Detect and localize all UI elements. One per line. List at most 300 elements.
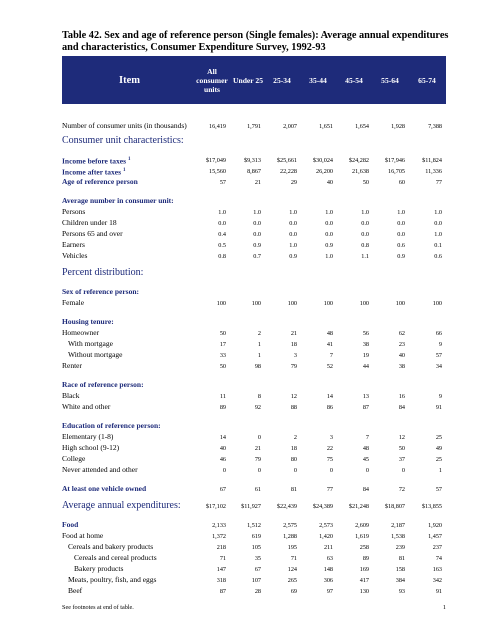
table-cell: 56 — [362, 330, 369, 337]
table-cell: 49 — [435, 445, 442, 452]
table-cell: 2 — [257, 330, 261, 337]
table-cell: 11,336 — [425, 168, 442, 175]
table-row — [62, 349, 446, 360]
table-cell: 40 — [398, 352, 405, 359]
row-label: Persons 65 and over — [62, 229, 123, 238]
table-row — [62, 401, 446, 412]
table-cell: 1,651 — [319, 123, 333, 130]
header-col-65-74: 65-74 — [418, 75, 436, 85]
table-cell: 91 — [435, 588, 442, 595]
footnote-marker: 1 — [128, 157, 131, 162]
table-cell: 7 — [365, 434, 369, 441]
row-label: Bakery products — [74, 564, 124, 573]
table-cell: 0 — [401, 467, 405, 474]
table-cell: 0.0 — [397, 231, 405, 238]
table-row — [62, 541, 446, 552]
row-values — [62, 299, 446, 308]
table-cell: 75 — [326, 456, 333, 463]
row-label-text: Income after taxes — [62, 167, 122, 177]
table-cell: 0.9 — [325, 242, 333, 249]
table-cell: 2,609 — [355, 522, 369, 529]
table-cell: 1.1 — [361, 253, 369, 260]
table-cell: 0.5 — [218, 242, 226, 249]
table-body — [62, 104, 446, 596]
table-cell: 98 — [254, 363, 261, 370]
header-col-all: All consumer units — [196, 66, 228, 94]
header-col-35-44: 35-44 — [309, 75, 327, 85]
row-values — [62, 502, 446, 511]
table-row — [62, 239, 446, 250]
section-heading — [62, 494, 446, 514]
table-cell: 1 — [257, 341, 261, 348]
table-cell: 50 — [219, 330, 226, 337]
table-cell: 384 — [395, 577, 405, 584]
row-values — [62, 252, 446, 261]
row-label: Meats, poultry, fish, and eggs — [68, 575, 157, 584]
row-label: Race of reference person: — [62, 380, 144, 389]
table-cell: 1.0 — [434, 209, 442, 216]
table-cell: 2,133 — [212, 522, 226, 529]
table-cell: 67 — [254, 566, 261, 573]
table-cell: 26,200 — [315, 168, 333, 175]
table-cell: 1.0 — [218, 209, 226, 216]
table-cell: 158 — [395, 566, 405, 573]
row-label: Cereals and bakery products — [68, 542, 154, 551]
header-item: Item — [119, 74, 140, 86]
table-cell: 105 — [251, 544, 261, 551]
table-row — [62, 217, 446, 228]
section-heading-label: Average annual expenditures: — [62, 500, 181, 511]
section-heading — [62, 261, 446, 281]
table-cell: 23 — [398, 341, 405, 348]
row-label: Food — [62, 520, 79, 529]
table-cell: 50 — [398, 445, 405, 452]
table-cell: 38 — [398, 363, 405, 370]
table-cell: 77 — [326, 486, 333, 493]
table-cell: 19 — [362, 352, 369, 359]
table-cell: 1 — [257, 352, 261, 359]
table-cell: $11,824 — [422, 157, 442, 164]
table-cell: 21 — [254, 445, 261, 452]
row-values — [62, 329, 446, 338]
table-cell: 0.1 — [434, 242, 442, 249]
row-values — [62, 466, 446, 475]
row-spacer — [62, 475, 446, 483]
row-label: Food at home — [62, 531, 104, 540]
table-cell: 9 — [438, 341, 442, 348]
table-cell: 1.0 — [397, 209, 405, 216]
header-col-45-54: 45-54 — [345, 75, 363, 85]
row-label: High school (9-12) — [62, 443, 120, 452]
table-cell: $17,049 — [205, 157, 226, 164]
table-cell: 0.0 — [218, 220, 226, 227]
table-cell: 124 — [287, 566, 297, 573]
row-label: Children under 18 — [62, 218, 117, 227]
table-cell: 86 — [326, 404, 333, 411]
row-label: Age of reference person — [62, 177, 138, 186]
table-cell: 1,619 — [355, 533, 369, 540]
table-cell: 342 — [432, 577, 442, 584]
row-label: Black — [62, 391, 80, 400]
row-values — [62, 156, 446, 165]
row-label: With mortgage — [68, 339, 113, 348]
table-cell: 60 — [398, 179, 405, 186]
table-cell: 0.0 — [397, 220, 405, 227]
table-cell: 25 — [435, 434, 442, 441]
row-label: Elementary (1-8) — [62, 432, 114, 441]
table-cell: 1.0 — [289, 209, 297, 216]
table-cell: 147 — [216, 566, 226, 573]
table-row — [62, 360, 446, 371]
table-cell: 34 — [435, 363, 442, 370]
table-cell: 50 — [219, 363, 226, 370]
table-cell: 318 — [216, 577, 226, 584]
table-cell: 77 — [435, 179, 442, 186]
row-values — [62, 543, 446, 552]
table-cell: 0.7 — [253, 253, 261, 260]
table-cell: 1,372 — [212, 533, 226, 540]
table-row — [62, 327, 446, 338]
table-cell: 33 — [219, 352, 226, 359]
table-cell: 0.0 — [253, 220, 261, 227]
table-cell: $18,807 — [384, 503, 405, 510]
table-row — [62, 176, 446, 187]
table-cell: 11 — [220, 393, 226, 400]
table-row — [62, 519, 446, 530]
row-values — [62, 392, 446, 401]
row-label: Persons — [62, 207, 86, 216]
table-row — [62, 464, 446, 475]
table-cell: 8,867 — [247, 168, 261, 175]
table-cell: 18 — [290, 445, 297, 452]
table-cell: 44 — [362, 363, 369, 370]
table-cell: 89 — [219, 404, 226, 411]
table-row — [62, 195, 446, 206]
row-values — [62, 433, 446, 442]
table-cell: 22,228 — [279, 168, 297, 175]
table-cell: 0.9 — [397, 253, 405, 260]
table-row — [62, 574, 446, 585]
table-cell: 211 — [323, 544, 333, 551]
table-cell: 218 — [216, 544, 226, 551]
table-cell: 1,512 — [247, 522, 261, 529]
table-row — [62, 563, 446, 574]
table-row — [62, 431, 446, 442]
row-values — [62, 532, 446, 541]
page-footer — [62, 603, 446, 613]
table-cell: 100 — [323, 300, 333, 307]
table-cell: 21 — [290, 330, 297, 337]
table-cell: 52 — [326, 363, 333, 370]
table-cell: $24,282 — [348, 157, 369, 164]
table-cell: 107 — [251, 577, 261, 584]
row-values — [62, 122, 446, 131]
table-cell: 0.0 — [361, 231, 369, 238]
row-values — [62, 362, 446, 371]
row-label: Homeowner — [62, 328, 100, 337]
table-cell: $9,313 — [243, 157, 261, 164]
table-cell: 169 — [359, 566, 369, 573]
section-heading — [62, 131, 446, 149]
row-label: Education of reference person: — [62, 421, 161, 430]
table-cell: 0.6 — [434, 253, 442, 260]
table-row — [62, 228, 446, 239]
table-cell: 100 — [216, 300, 226, 307]
table-cell: 0.0 — [289, 231, 297, 238]
table-cell: 62 — [398, 330, 405, 337]
table-row — [62, 154, 446, 165]
row-label: Female — [62, 298, 85, 307]
table-cell: 74 — [435, 555, 442, 562]
table-cell: 63 — [326, 555, 333, 562]
table-cell: 1,928 — [391, 123, 405, 130]
row-label: Housing tenure: — [62, 317, 114, 326]
table-row — [62, 286, 446, 297]
row-values — [62, 444, 446, 453]
table-cell: $22,439 — [276, 503, 297, 510]
table-cell: 100 — [359, 300, 369, 307]
table-cell: 97 — [326, 588, 333, 595]
table-cell: 0.0 — [325, 220, 333, 227]
table-cell: 40 — [326, 179, 333, 186]
table-cell: 28 — [254, 588, 261, 595]
section-heading-label: Consumer unit characteristics: — [62, 135, 184, 146]
table-cell: 88 — [290, 404, 297, 411]
table-cell: 0 — [257, 434, 261, 441]
row-values — [62, 340, 446, 349]
table-cell: 46 — [219, 456, 226, 463]
table-cell: 1.0 — [325, 253, 333, 260]
table-cell: 1 — [438, 467, 442, 474]
table-cell: 17 — [219, 341, 226, 348]
table-cell: 48 — [362, 445, 369, 452]
header-col-55-64: 55-64 — [381, 75, 399, 85]
table-cell: $24,389 — [312, 503, 333, 510]
table-row — [62, 206, 446, 217]
row-spacer — [62, 187, 446, 195]
table-cell: 37 — [398, 456, 405, 463]
table-cell: 8 — [257, 393, 261, 400]
table-cell: 93 — [398, 588, 405, 595]
table-cell: 35 — [254, 555, 261, 562]
section-heading-label: Percent distribution: — [62, 267, 144, 278]
table-cell: 71 — [290, 555, 297, 562]
row-spacer — [62, 308, 446, 316]
row-values — [62, 241, 446, 250]
table-cell: 258 — [359, 544, 369, 551]
table-cell: $17,102 — [205, 503, 226, 510]
row-values — [62, 576, 446, 585]
table-cell: 2,575 — [283, 522, 297, 529]
table-cell: 2,573 — [319, 522, 333, 529]
row-values — [62, 455, 446, 464]
table-cell: 100 — [251, 300, 261, 307]
table-cell: 14 — [219, 434, 226, 441]
row-values — [62, 208, 446, 217]
table-cell: 1.0 — [325, 209, 333, 216]
row-values — [62, 554, 446, 563]
table-cell: 2 — [293, 434, 297, 441]
table-row — [62, 530, 446, 541]
table-cell: 0 — [329, 467, 333, 474]
table-cell: 1.0 — [434, 231, 442, 238]
table-cell: 40 — [219, 445, 226, 452]
table-row — [62, 483, 446, 494]
table-cell: 9 — [438, 393, 442, 400]
table-cell: 0.0 — [434, 220, 442, 227]
row-label: Average number in consumer unit: — [62, 196, 174, 205]
table-cell: 0.9 — [289, 253, 297, 260]
table-cell: 3 — [293, 352, 297, 359]
table-row — [62, 585, 446, 596]
row-values — [62, 219, 446, 228]
table-cell: 21 — [254, 179, 261, 186]
header-col-25-34: 25-34 — [273, 75, 291, 85]
row-label: Beef — [68, 586, 83, 595]
row-label: Without mortgage — [68, 350, 123, 359]
table-cell: 29 — [290, 179, 297, 186]
table-cell: 0.8 — [361, 242, 369, 249]
table-cell: 1.0 — [253, 209, 261, 216]
row-label: At least one vehicle owned — [62, 484, 147, 493]
table-cell: 81 — [398, 555, 405, 562]
table-row — [62, 297, 446, 308]
table-title: Table 42. Sex and age of reference person (Single females): Average annual expenditures and characteristics, Consumer Expenditure Survey, 1992-93 — [62, 30, 449, 53]
table-cell: 84 — [398, 404, 405, 411]
table-cell: 25 — [435, 456, 442, 463]
table-row — [62, 120, 446, 131]
table-row — [62, 250, 446, 261]
row-label: Renter — [62, 361, 82, 370]
table-cell: 2,187 — [391, 522, 405, 529]
table-cell: 0.4 — [218, 231, 226, 238]
table-row — [62, 390, 446, 401]
table-cell: 14 — [326, 393, 333, 400]
table-cell: 89 — [362, 555, 369, 562]
table-cell: 619 — [251, 533, 261, 540]
table-cell: 87 — [362, 404, 369, 411]
table-row — [62, 420, 446, 431]
row-label: Cereals and cereal products — [74, 553, 157, 562]
table-cell: 1,288 — [283, 533, 297, 540]
table-cell: 265 — [287, 577, 297, 584]
table-row — [62, 379, 446, 390]
header-col-under25: Under 25 — [232, 75, 264, 85]
table-cell: 306 — [323, 577, 333, 584]
table-cell: 50 — [362, 179, 369, 186]
table-cell: 0 — [293, 467, 297, 474]
table-cell: 3 — [329, 434, 333, 441]
table-cell: 1,791 — [247, 123, 261, 130]
table-cell: 237 — [432, 544, 442, 551]
table-cell: 48 — [326, 330, 333, 337]
row-label: College — [62, 454, 86, 463]
table-cell: 1,538 — [391, 533, 405, 540]
footnote-marker: 1 — [123, 168, 126, 173]
table-cell: 79 — [254, 456, 261, 463]
table-cell: 79 — [290, 363, 297, 370]
row-label: Vehicles — [62, 251, 88, 260]
row-label: Sex of reference person: — [62, 287, 139, 296]
table-cell: 1.0 — [361, 209, 369, 216]
table-header — [62, 56, 446, 104]
table-cell: 0 — [257, 467, 261, 474]
row-label: Never attended and other — [62, 465, 138, 474]
table-cell: 81 — [290, 486, 297, 493]
table-cell: 1,457 — [428, 533, 442, 540]
table-cell: 84 — [362, 486, 369, 493]
table-cell: 67 — [219, 486, 226, 493]
row-spacer — [62, 104, 446, 120]
table-cell: 22 — [326, 445, 333, 452]
table-cell: 100 — [395, 300, 405, 307]
table-cell: 0.0 — [253, 231, 261, 238]
row-values — [62, 351, 446, 360]
row-spacer — [62, 371, 446, 379]
table-row — [62, 552, 446, 563]
table-cell: 7,388 — [428, 123, 442, 130]
table-cell: 1,654 — [355, 123, 369, 130]
table-cell: 195 — [287, 544, 297, 551]
row-spacer — [62, 412, 446, 420]
table-cell: 38 — [362, 341, 369, 348]
table-cell: 41 — [326, 341, 333, 348]
table-cell: 18 — [290, 341, 297, 348]
table-cell: 1.0 — [289, 242, 297, 249]
table-cell: 87 — [219, 588, 226, 595]
table-cell: $17,946 — [384, 157, 405, 164]
table-row — [62, 338, 446, 349]
page-number: 1 — [442, 604, 446, 611]
table-cell: 72 — [398, 486, 405, 493]
table-cell: 148 — [323, 566, 333, 573]
row-label: Number of consumer units (in thousands) — [62, 121, 187, 130]
table-cell: $25,661 — [276, 157, 297, 164]
table-cell: 13 — [362, 393, 369, 400]
table-cell: $30,024 — [312, 157, 333, 164]
row-values — [62, 587, 446, 596]
table-cell: 16 — [398, 393, 405, 400]
row-values — [62, 230, 446, 239]
table-cell: 69 — [290, 588, 297, 595]
row-label: Earners — [62, 240, 85, 249]
table-cell: 92 — [254, 404, 261, 411]
table-cell: 239 — [395, 544, 405, 551]
table-row — [62, 165, 446, 176]
table-cell: 417 — [359, 577, 369, 584]
table-cell: $21,248 — [348, 503, 369, 510]
table-cell: 57 — [219, 179, 226, 186]
table-cell: 0 — [365, 467, 369, 474]
table-cell: 61 — [254, 486, 261, 493]
row-values — [62, 565, 446, 574]
table-cell: 1,420 — [319, 533, 333, 540]
table-cell: 2,007 — [283, 123, 297, 130]
row-values — [62, 178, 446, 187]
table-cell: 57 — [435, 352, 442, 359]
table-row — [62, 316, 446, 327]
table-cell: 0.9 — [253, 242, 261, 249]
table-cell: 16,419 — [208, 123, 226, 130]
table-cell: 7 — [329, 352, 333, 359]
table-cell: 1,920 — [428, 522, 442, 529]
table-cell: 0.6 — [397, 242, 405, 249]
table-cell: 0.0 — [325, 231, 333, 238]
row-label: White and other — [62, 402, 111, 411]
table-row — [62, 453, 446, 464]
table-cell: 100 — [432, 300, 442, 307]
footnote-reference: See footnotes at end of table. — [62, 604, 134, 611]
